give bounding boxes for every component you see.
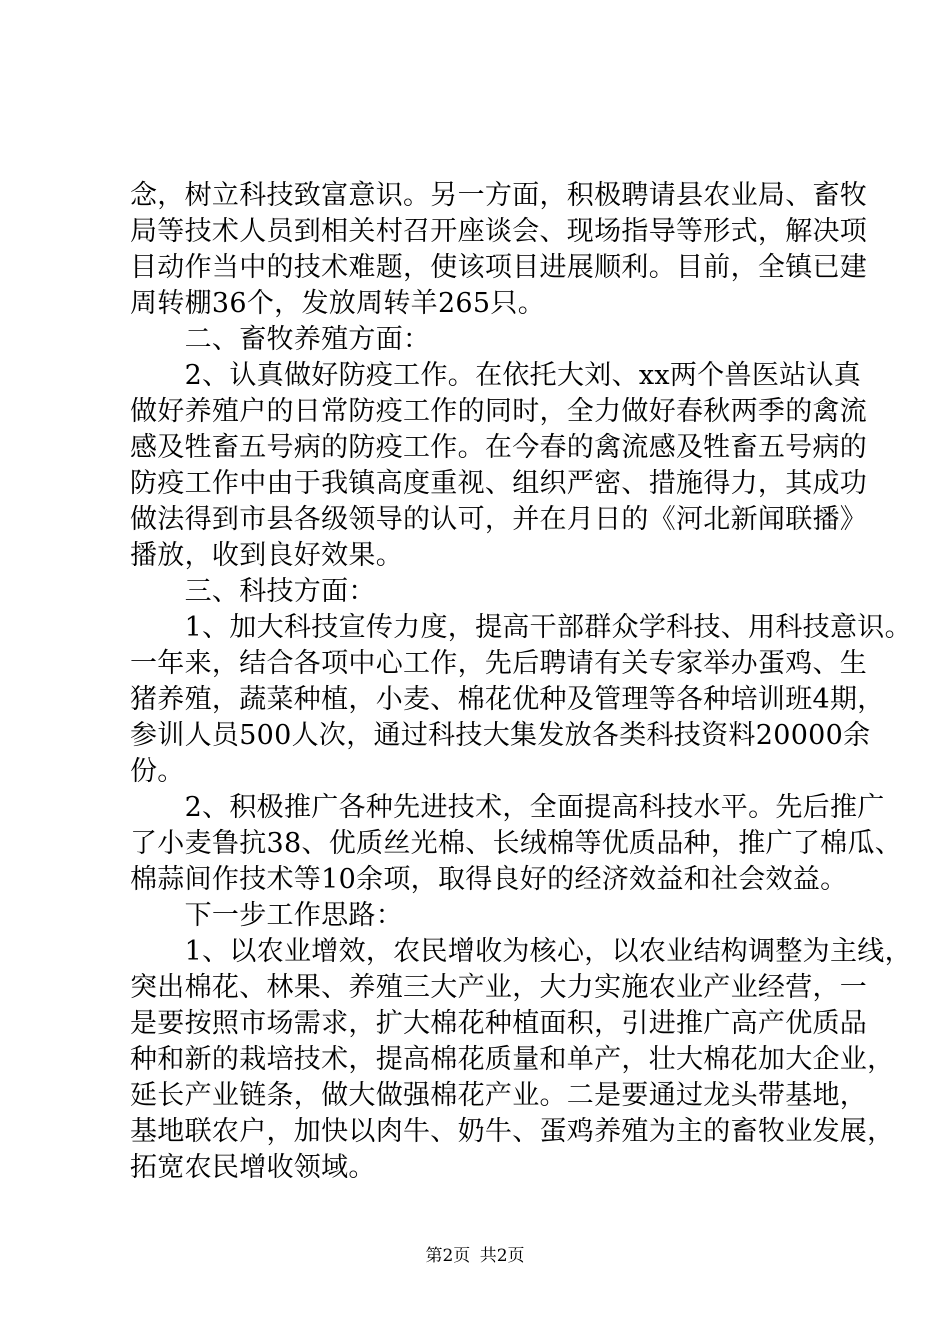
page-number: 第2页 bbox=[425, 1246, 471, 1266]
paragraph-line: 念，树立科技致富意识。另一方面，积极聘请县农业局、畜牧 bbox=[130, 180, 868, 211]
paragraph-line: 一年来，结合各项中心工作，先后聘请有关专家举办蛋鸡、生 bbox=[130, 648, 868, 679]
paragraph-line: 份。 bbox=[130, 756, 185, 787]
paragraph-line: 猪养殖，蔬菜种植，小麦、棉花优种及管理等各种培训班4期， bbox=[130, 684, 885, 715]
section-heading: 三、科技方面： bbox=[130, 576, 376, 607]
paragraph-line: 局等技术人员到相关村召开座谈会、现场指导等形式，解决项 bbox=[130, 216, 868, 247]
paragraph-line: 突出棉花、林果、养殖三大产业，大力实施农业产业经营，一 bbox=[130, 972, 868, 1003]
paragraph-line: 2、认真做好防疫工作。在依托大刘、xx两个兽医站认真 bbox=[130, 360, 862, 391]
paragraph-line: 了小麦鲁抗38、优质丝光棉、长绒棉等优质品种，推广了棉瓜、 bbox=[130, 828, 903, 859]
paragraph-line: 1、加大科技宣传力度，提高干部群众学科技、用科技意识。 bbox=[130, 612, 912, 643]
paragraph-line: 目动作当中的技术难题，使该项目进展顺利。目前，全镇已建 bbox=[130, 252, 868, 283]
paragraph-line: 做法得到市县各级领导的认可，并在月日的《河北新闻联播》 bbox=[130, 504, 868, 535]
paragraph-line: 播放，收到良好效果。 bbox=[130, 540, 403, 571]
section-heading: 下一步工作思路： bbox=[130, 900, 403, 931]
paragraph-line: 棉蒜间作技术等10余项，取得良好的经济效益和社会效益。 bbox=[130, 864, 848, 895]
page-total: 共2页 bbox=[479, 1246, 525, 1266]
paragraph-line: 延长产业链条，做大做强棉花产业。二是要通过龙头带基地， bbox=[130, 1080, 868, 1111]
paragraph-line: 基地联农户，加快以肉牛、奶牛、蛋鸡养殖为主的畜牧业发展， bbox=[130, 1116, 895, 1147]
paragraph-line: 2、积极推广各种先进技术，全面提高科技水平。先后推广 bbox=[130, 792, 885, 823]
paragraph-line: 种和新的栽培技术，提高棉花质量和单产，壮大棉花加大企业， bbox=[130, 1044, 895, 1075]
paragraph-line: 拓宽农民增收领域。 bbox=[130, 1152, 376, 1183]
paragraph-line: 1、以农业增效，农民增收为核心，以农业结构调整为主线， bbox=[130, 936, 912, 967]
paragraph-line: 感及牲畜五号病的防疫工作。在今春的禽流感及牲畜五号病的 bbox=[130, 432, 868, 463]
paragraph-line: 做好养殖户的日常防疫工作的同时，全力做好春秋两季的禽流 bbox=[130, 396, 868, 427]
paragraph-line: 周转棚36个，发放周转羊265只。 bbox=[130, 288, 545, 319]
paragraph-line: 防疫工作中由于我镇高度重视、组织严密、措施得力，其成功 bbox=[130, 468, 868, 499]
section-heading: 二、畜牧养殖方面： bbox=[130, 324, 431, 355]
paragraph-line: 参训人员500人次，通过科技大集发放各类科技资料20000余 bbox=[130, 720, 871, 751]
paragraph-line: 是要按照市场需求，扩大棉花种植面积，引进推广高产优质品 bbox=[130, 1008, 868, 1039]
page-footer bbox=[0, 1244, 950, 1268]
